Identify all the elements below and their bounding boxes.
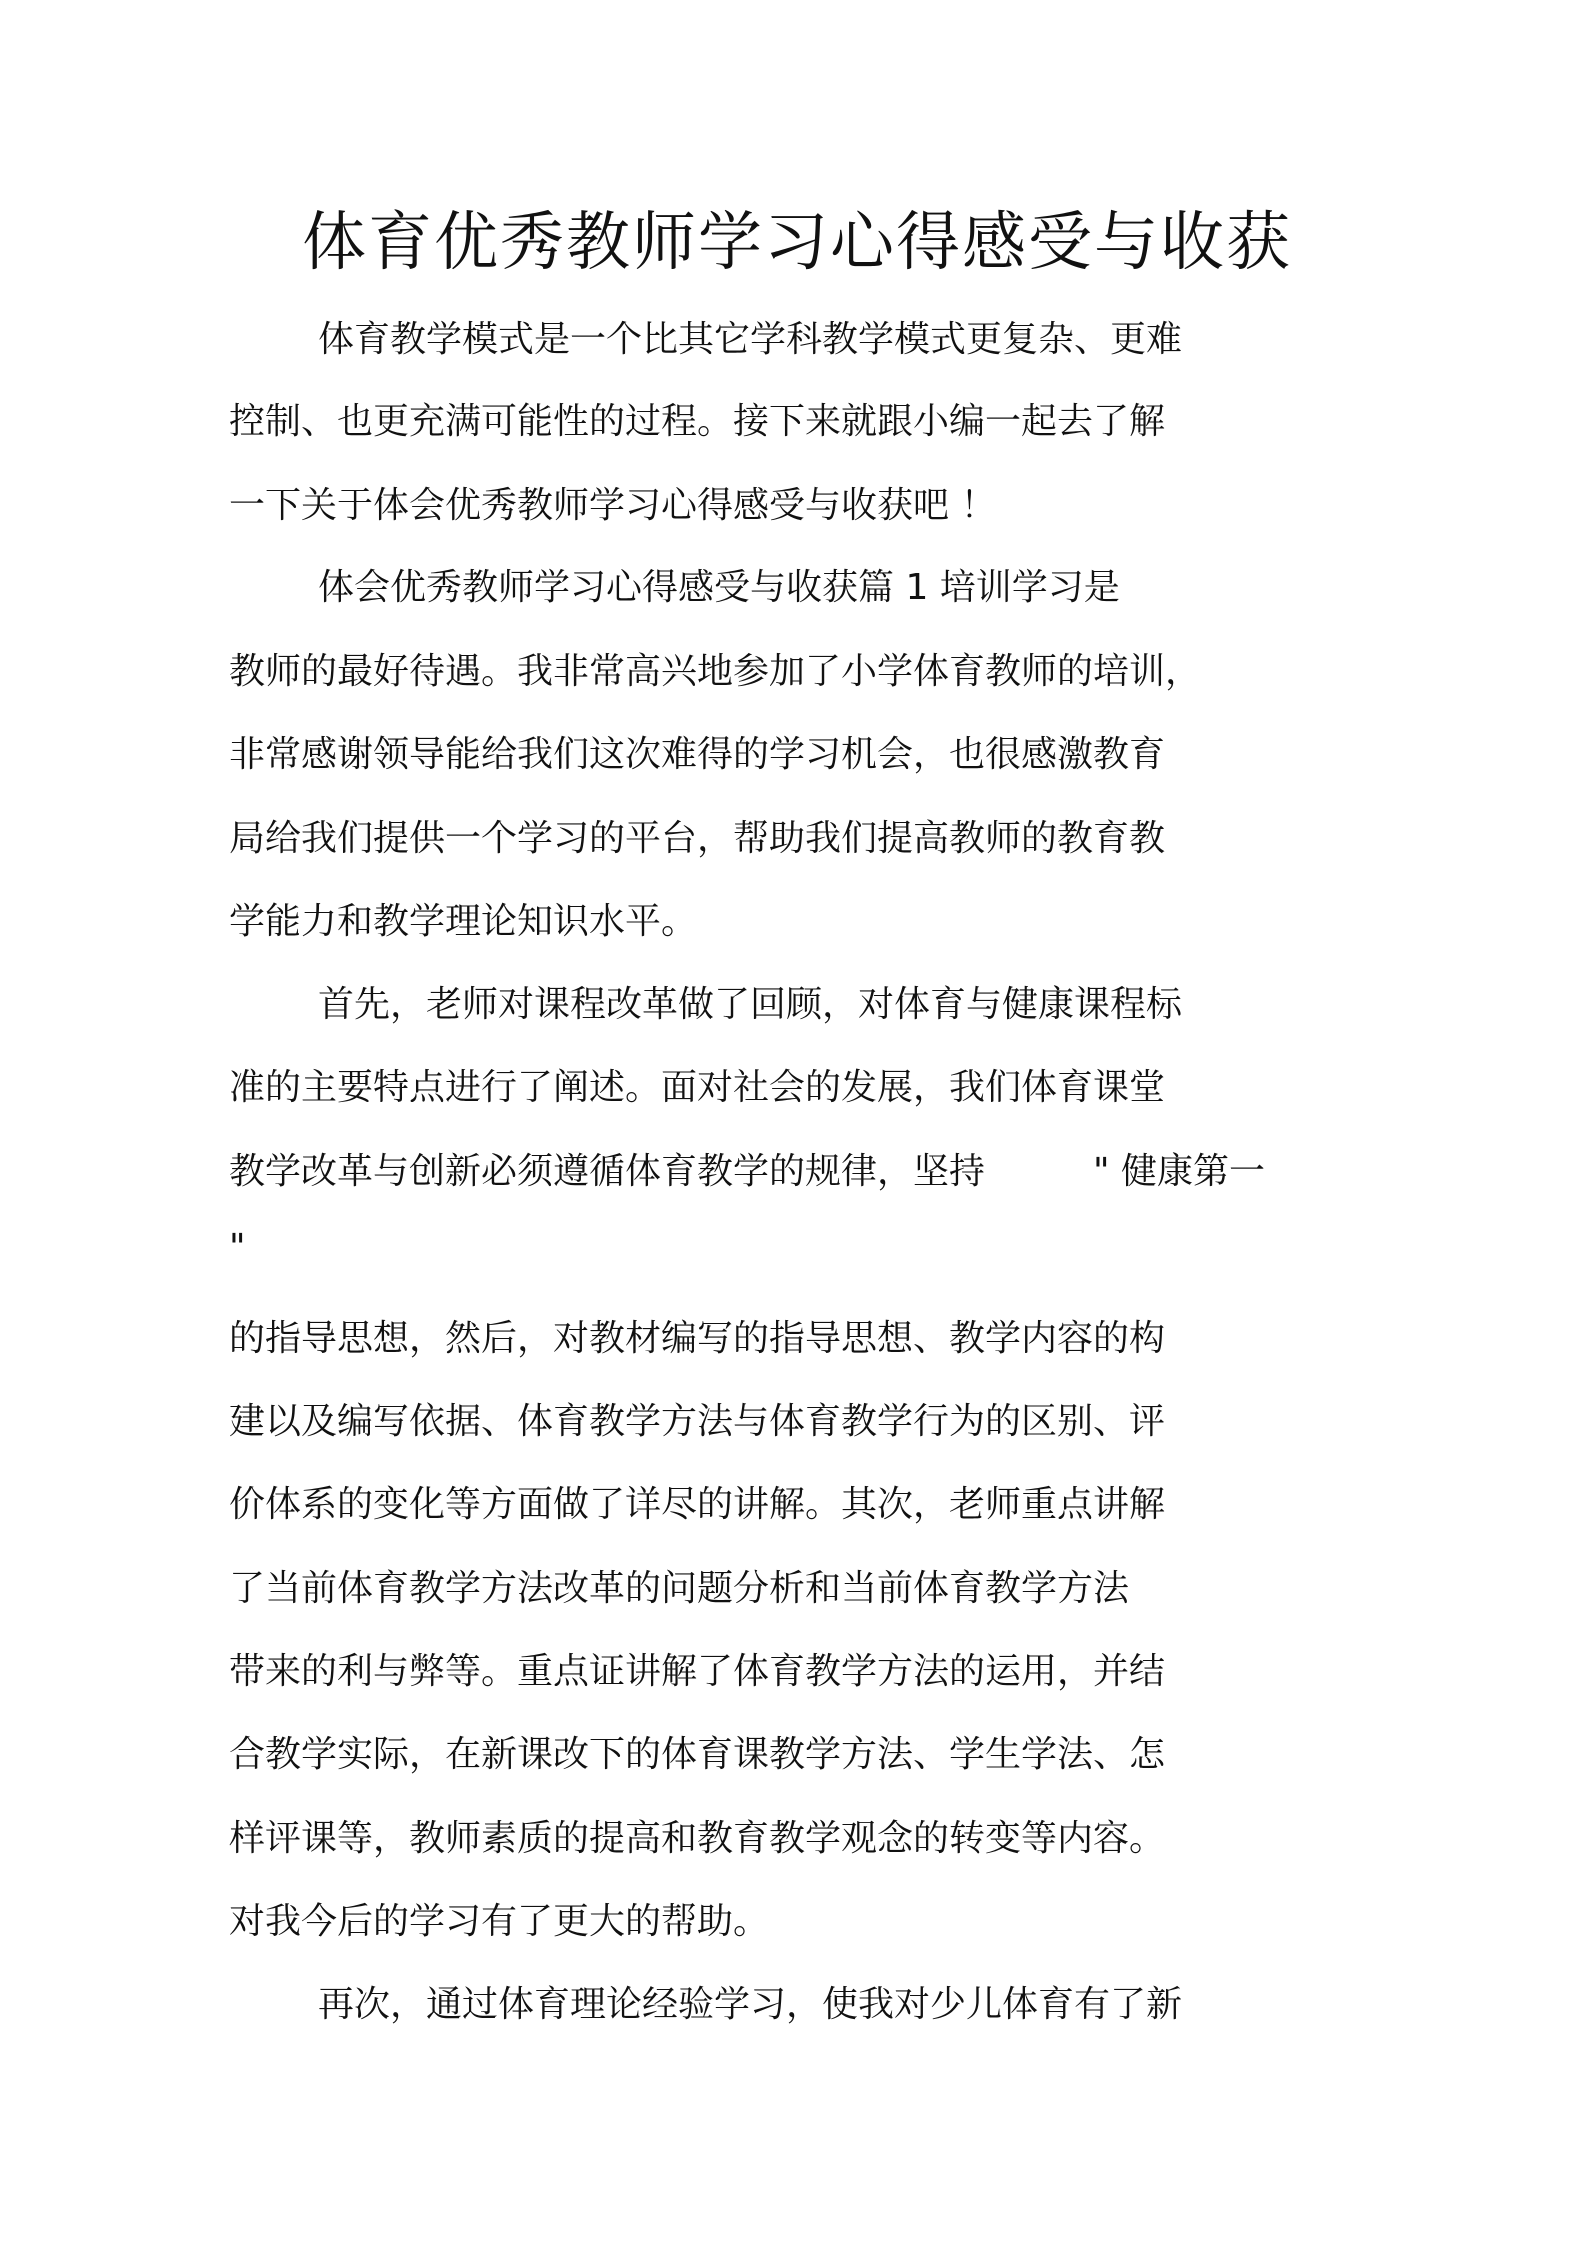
paragraph-line: 首先，老师对课程改革做了回顾，对体育与健康课程标 [318,984,1183,1025]
paragraph-line: 局给我们提供一个学习的平台，帮助我们提高教师的教育教 [229,818,1166,859]
paragraph-line: 价体系的变化等方面做了详尽的讲解。其次，老师重点讲解 [229,1484,1166,1525]
paragraph-line: 样评课等，教师素质的提高和教育教学观念的转变等内容。 [229,1818,1166,1859]
paragraph-line: 体会优秀教师学习心得感受与收获篇 1 培训学习是 [318,567,1120,608]
paragraph-line: 教师的最好待遇。我非常高兴地参加了小学体育教师的培训， [229,651,1202,692]
paragraph-line: 非常感谢领导能给我们这次难得的学习机会，也很感激教育 [229,734,1166,775]
paragraph-line [229,1148,1265,1196]
paragraph-line: 了当前体育教学方法改革的问题分析和当前体育教学方法 [229,1568,1130,1609]
paragraph-line: " [229,1227,246,1268]
paragraph-line: 体育教学模式是一个比其它学科教学模式更复杂、更难 [318,319,1183,360]
paragraph-line: 的指导思想，然后，对教材编写的指导思想、教学内容的构 [229,1318,1166,1359]
paragraph-line-text: 教学改革与创新必须遵循体育教学的规律，坚持 [229,1151,986,1192]
paragraph-line: 对我今后的学习有了更大的帮助。 [229,1901,770,1942]
quoted-phrase: " 健康第一 [1093,1151,1266,1192]
paragraph-line: 再次，通过体育理论经验学习，使我对少儿体育有了新 [318,1984,1183,2025]
paragraph-line: 控制、也更充满可能性的过程。接下来就跟小编一起去了解 [229,401,1166,442]
document-title: 体育优秀教师学习心得感受与收获 [302,206,1292,280]
paragraph-line: 合教学实际，在新课改下的体育课教学方法、学生学法、怎 [229,1734,1166,1775]
paragraph-line: 准的主要特点进行了阐述。面对社会的发展，我们体育课堂 [229,1067,1166,1108]
paragraph-line: 学能力和教学理论知识水平。 [229,901,698,942]
paragraph-line: 一下关于体会优秀教师学习心得感受与收获吧 ！ [229,485,997,526]
paragraph-line: 带来的利与弊等。重点证讲解了体育教学方法的运用，并结 [229,1651,1166,1692]
paragraph-line: 建以及编写依据、体育教学方法与体育教学行为的区别、评 [229,1401,1166,1442]
